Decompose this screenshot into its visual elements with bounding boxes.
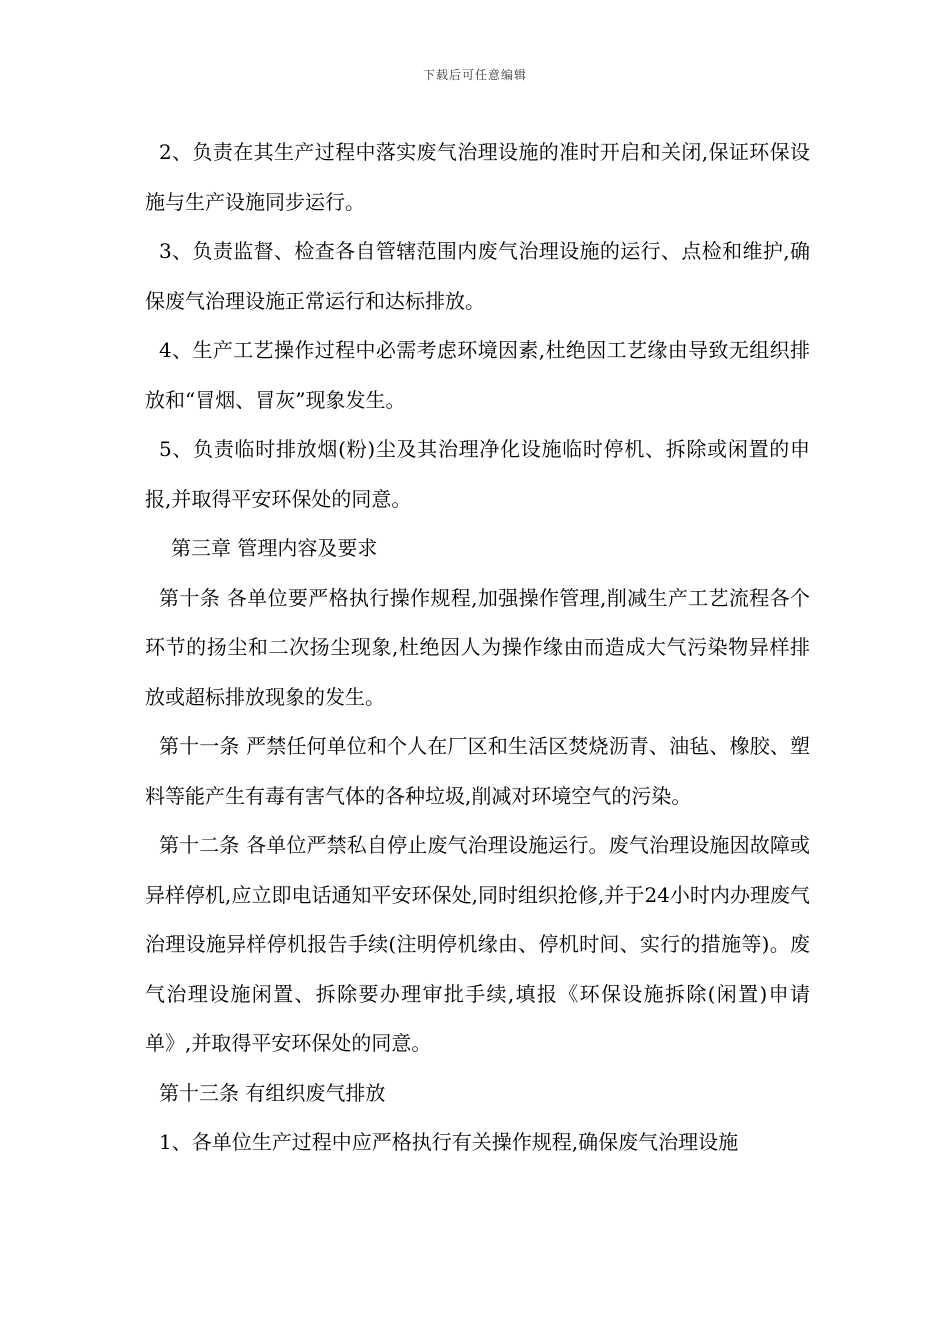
- paragraph-item-4: 4、生产工艺操作过程中必需考虑环境因素,杜绝因工艺缘由导致无组织排放和“冒烟、冒灰”现象发生。: [145, 338, 810, 412]
- article-12: 第十二条 各单位严禁私自停止废气治理设施运行。废气治理设施因故障或异样停机,应立即电话通知平安环保处,同时组织抢修,并于24小时内办理废气治理设施异样停机报告手续(注明停机缘由、停机时间、实行的措施等)。废气治理设施闲置、拆除要办理审批手续,填报《环保设施拆除(闲置)申请单》,并取得平安环保处的同意。: [145, 833, 810, 1055]
- paragraph-item-3: 3、负责监督、检查各自管辖范围内废气治理设施的运行、点检和维护,确保废气治理设施正常运行和达标排放。: [145, 239, 810, 313]
- page-header: 下载后可任意编辑: [422, 68, 527, 82]
- chapter-heading: 第三章 管理内容及要求: [171, 536, 378, 560]
- article-10: 第十条 各单位要严格执行操作规程,加强操作管理,削减生产工艺流程各个环节的扬尘和二次扬尘现象,杜绝因人为操作缘由而造成大气污染物异样排放或超标排放现象的发生。: [145, 585, 810, 709]
- article-11: 第十一条 严禁任何单位和个人在厂区和生活区焚烧沥青、油毡、橡胶、塑料等能产生有毒有害气体的各种垃圾,削减对环境空气的污染。: [145, 734, 810, 808]
- paragraph-item-2: 2、负责在其生产过程中落实废气治理设施的准时开启和关闭,保证环保设施与生产设施同步运行。: [145, 140, 810, 214]
- paragraph-item-5: 5、负责临时排放烟(粉)尘及其治理净化设施临时停机、拆除或闲置的申报,并取得平安环保处的同意。: [145, 437, 810, 511]
- article-13-item-1: 1、各单位生产过程中应严格执行有关操作规程,确保废气治理设施: [159, 1130, 739, 1154]
- document-body: [145, 128, 810, 1168]
- article-13-heading: 第十三条 有组织废气排放: [159, 1080, 386, 1105]
